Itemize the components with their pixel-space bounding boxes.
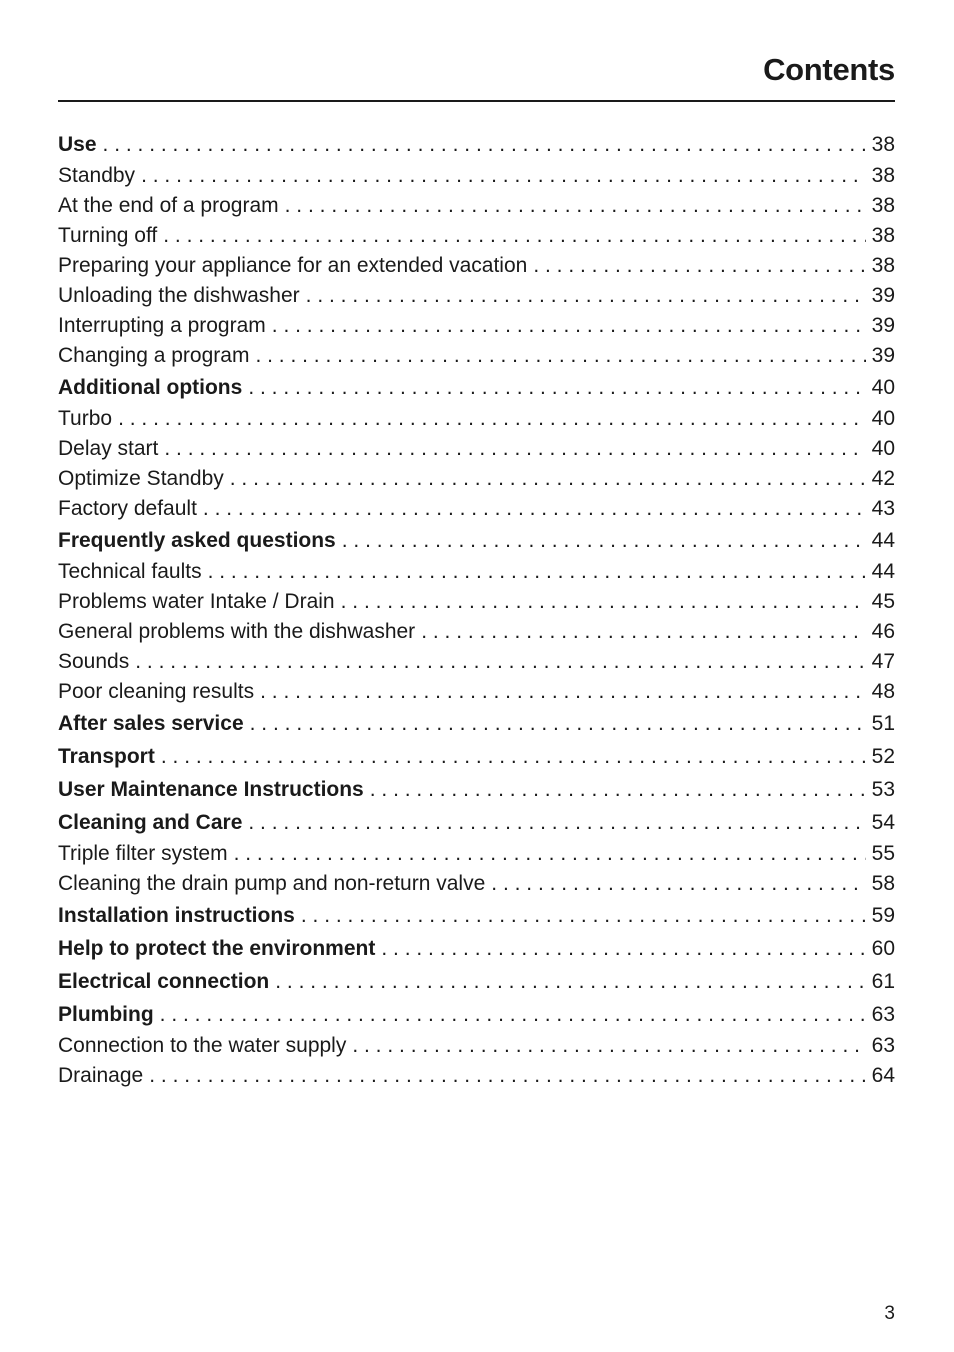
toc-dot-leader xyxy=(275,965,865,998)
toc-entry-page-number: 54 xyxy=(871,811,895,834)
toc-dot-leader xyxy=(272,311,866,341)
toc-section-heading[interactable] xyxy=(58,965,895,998)
toc-entry-page-number: 64 xyxy=(871,1064,895,1087)
toc-entry-label: Standby xyxy=(58,164,136,187)
toc-dot-leader xyxy=(370,773,866,806)
toc-section-heading[interactable] xyxy=(58,899,895,932)
toc-entry[interactable] xyxy=(58,281,895,311)
toc-entry[interactable] xyxy=(58,191,895,221)
toc-entry-label: Transport xyxy=(58,745,155,768)
toc-section-heading[interactable] xyxy=(58,806,895,839)
toc-dot-leader xyxy=(203,494,866,524)
toc-dot-leader xyxy=(352,1031,865,1061)
toc-entry-page-number: 60 xyxy=(871,937,895,960)
toc-section-heading[interactable] xyxy=(58,998,895,1031)
toc-entry-label: Interrupting a program xyxy=(58,314,266,337)
toc-entry-label: Use xyxy=(58,133,97,156)
toc-entry-label: Sounds xyxy=(58,650,130,673)
toc-dot-leader xyxy=(248,806,865,839)
toc-dot-leader xyxy=(301,899,866,932)
toc-entry-page-number: 47 xyxy=(871,650,895,673)
toc-entry-page-number: 39 xyxy=(871,314,895,337)
toc-entry-page-number: 40 xyxy=(871,407,895,430)
toc-entry-page-number: 63 xyxy=(871,1003,895,1026)
toc-dot-leader xyxy=(135,647,865,677)
toc-dot-leader xyxy=(341,587,866,617)
toc-entry-label: Turbo xyxy=(58,407,113,430)
toc-entry-label: User Maintenance Instructions xyxy=(58,778,364,801)
toc-entry-label: Connection to the water supply xyxy=(58,1034,347,1057)
toc-entry-page-number: 42 xyxy=(871,467,895,490)
toc-entry-page-number: 38 xyxy=(871,164,895,187)
toc-entry-label: Plumbing xyxy=(58,1003,154,1026)
page-header xyxy=(58,46,895,102)
toc-dot-leader xyxy=(533,251,865,281)
toc-dot-leader xyxy=(164,434,865,464)
toc-dot-leader xyxy=(306,281,866,311)
toc-entry-label: Factory default xyxy=(58,497,197,520)
toc-entry[interactable] xyxy=(58,617,895,647)
toc-entry-label: Unloading the dishwasher xyxy=(58,284,300,307)
toc-entry-page-number: 61 xyxy=(871,970,895,993)
toc-entry[interactable] xyxy=(58,587,895,617)
toc-entry-page-number: 51 xyxy=(871,712,895,735)
toc-entry[interactable] xyxy=(58,221,895,251)
toc-dot-leader xyxy=(250,707,866,740)
toc-entry-label: Preparing your appliance for an extended vacation xyxy=(58,254,528,277)
toc-entry-page-number: 38 xyxy=(871,194,895,217)
toc-dot-leader xyxy=(141,161,866,191)
toc-entry-page-number: 53 xyxy=(871,778,895,801)
toc-entry-page-number: 38 xyxy=(871,254,895,277)
toc-entry-label: Installation instructions xyxy=(58,904,295,927)
toc-dot-leader xyxy=(160,998,866,1031)
toc-entry-label: Technical faults xyxy=(58,560,202,583)
toc-section-heading[interactable] xyxy=(58,740,895,773)
toc-section-heading[interactable] xyxy=(58,707,895,740)
toc-entry-label: Drainage xyxy=(58,1064,144,1087)
toc-entry[interactable] xyxy=(58,557,895,587)
toc-entry-page-number: 44 xyxy=(871,529,895,552)
toc-dot-leader xyxy=(103,128,866,161)
toc-dot-leader xyxy=(491,869,865,899)
toc-entry-label: Turning off xyxy=(58,224,158,247)
toc-entry[interactable] xyxy=(58,251,895,281)
toc-entry[interactable] xyxy=(58,434,895,464)
table-of-contents xyxy=(58,128,895,1091)
toc-dot-leader xyxy=(208,557,866,587)
toc-entry-label: Optimize Standby xyxy=(58,467,224,490)
toc-section-heading[interactable] xyxy=(58,128,895,161)
toc-entry-label: After sales service xyxy=(58,712,244,735)
toc-entry[interactable] xyxy=(58,161,895,191)
toc-entry-page-number: 38 xyxy=(871,224,895,247)
toc-entry[interactable] xyxy=(58,311,895,341)
toc-entry-label: Electrical connection xyxy=(58,970,270,993)
toc-entry[interactable] xyxy=(58,869,895,899)
toc-entry[interactable] xyxy=(58,1061,895,1091)
toc-dot-leader xyxy=(342,524,866,557)
toc-entry-label: Triple filter system xyxy=(58,842,228,865)
toc-dot-leader xyxy=(234,839,866,869)
toc-entry[interactable] xyxy=(58,494,895,524)
toc-entry[interactable] xyxy=(58,1031,895,1061)
toc-entry-label: At the end of a program xyxy=(58,194,279,217)
toc-entry-page-number: 38 xyxy=(871,133,895,156)
toc-entry[interactable] xyxy=(58,677,895,707)
toc-entry-label: Cleaning and Care xyxy=(58,811,243,834)
toc-entry-page-number: 58 xyxy=(871,872,895,895)
toc-entry[interactable] xyxy=(58,464,895,494)
toc-entry-page-number: 40 xyxy=(871,376,895,399)
toc-entry-label: Poor cleaning results xyxy=(58,680,255,703)
toc-dot-leader xyxy=(248,371,865,404)
toc-entry-page-number: 39 xyxy=(871,284,895,307)
toc-dot-leader xyxy=(118,404,866,434)
toc-dot-leader xyxy=(260,677,866,707)
page-number: 3 xyxy=(884,1303,895,1324)
toc-dot-leader xyxy=(230,464,866,494)
toc-dot-leader xyxy=(163,221,865,251)
toc-entry-page-number: 45 xyxy=(871,590,895,613)
toc-entry-label: Help to protect the environment xyxy=(58,937,376,960)
toc-entry-label: Additional options xyxy=(58,376,243,399)
toc-entry-page-number: 55 xyxy=(871,842,895,865)
toc-entry-page-number: 46 xyxy=(871,620,895,643)
toc-entry[interactable] xyxy=(58,839,895,869)
toc-section-heading[interactable] xyxy=(58,371,895,404)
toc-entry[interactable] xyxy=(58,341,895,371)
toc-section-heading[interactable] xyxy=(58,932,895,965)
toc-entry-page-number: 44 xyxy=(871,560,895,583)
toc-section-heading[interactable] xyxy=(58,524,895,557)
toc-entry-label: Changing a program xyxy=(58,344,250,367)
toc-entry-label: Problems water Intake / Drain xyxy=(58,590,335,613)
toc-dot-leader xyxy=(285,191,866,221)
toc-dot-leader xyxy=(161,740,866,773)
toc-entry-page-number: 43 xyxy=(871,497,895,520)
page-title: Contents xyxy=(763,52,895,87)
toc-entry-page-number: 59 xyxy=(871,904,895,927)
toc-entry-label: Cleaning the drain pump and non-return valve xyxy=(58,872,486,895)
toc-dot-leader xyxy=(149,1061,865,1091)
toc-entry-label: Frequently asked questions xyxy=(58,529,336,552)
toc-entry-label: General problems with the dishwasher xyxy=(58,620,416,643)
toc-entry-page-number: 48 xyxy=(871,680,895,703)
toc-entry[interactable] xyxy=(58,647,895,677)
toc-entry-page-number: 52 xyxy=(871,745,895,768)
toc-dot-leader xyxy=(255,341,865,371)
toc-entry-page-number: 39 xyxy=(871,344,895,367)
toc-dot-leader xyxy=(421,617,865,647)
toc-entry-page-number: 40 xyxy=(871,437,895,460)
toc-section-heading[interactable] xyxy=(58,773,895,806)
toc-entry-label: Delay start xyxy=(58,437,159,460)
toc-entry-page-number: 63 xyxy=(871,1034,895,1057)
toc-dot-leader xyxy=(381,932,865,965)
toc-entry[interactable] xyxy=(58,404,895,434)
